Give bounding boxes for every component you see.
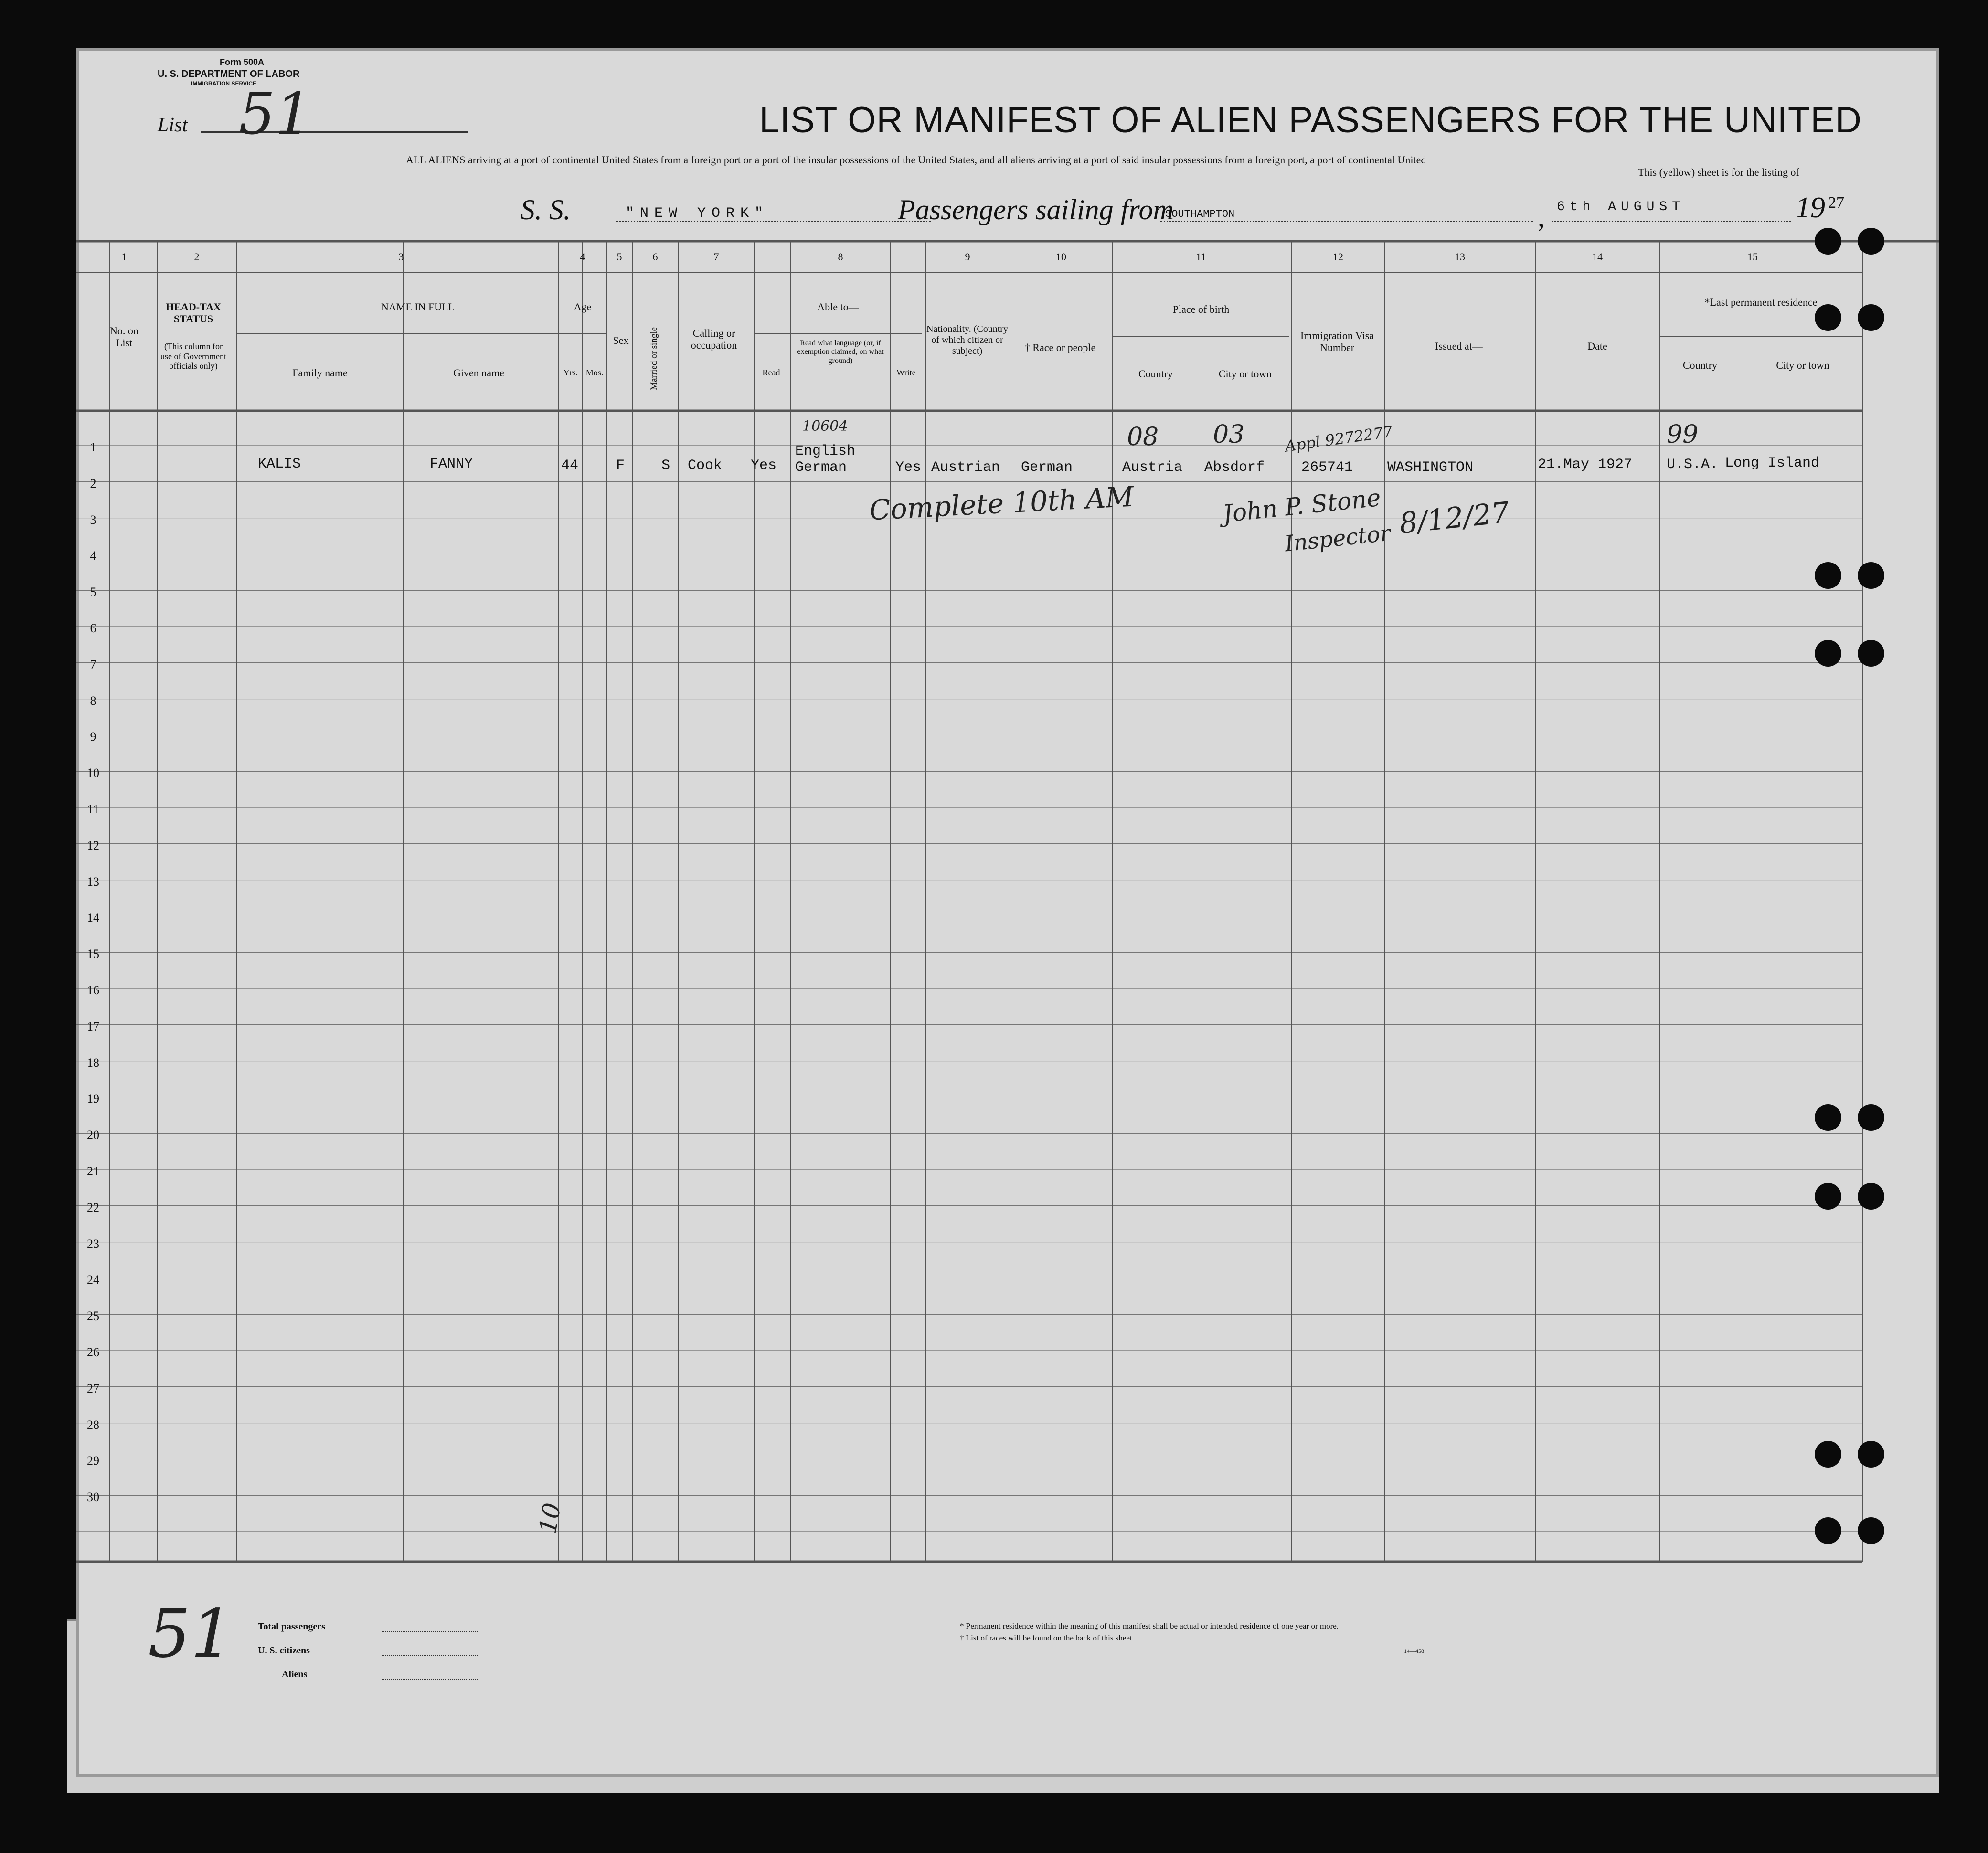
header-able-to: Able to— xyxy=(817,301,859,313)
punch-hole xyxy=(1815,562,1841,589)
cell-res-city: Long Island xyxy=(1725,455,1820,471)
page-title: LIST OR MANIFEST OF ALIEN PASSENGERS FOR THE UNITED xyxy=(759,100,1862,140)
row-number: 22 xyxy=(87,1200,99,1214)
header-place-of-birth: Place of birth xyxy=(1172,303,1230,315)
column-number: 12 xyxy=(1333,251,1343,263)
punch-hole xyxy=(1858,1441,1884,1468)
row-number: 26 xyxy=(87,1345,99,1359)
header-res-city: City or town xyxy=(1776,359,1829,371)
cell-res-country: U.S.A. xyxy=(1667,457,1719,473)
header-write: Write xyxy=(896,368,916,377)
footer-print-code: 14—458 xyxy=(1404,1648,1424,1654)
header-read: Read xyxy=(762,368,780,377)
inspector-label: Inspector xyxy=(1283,520,1392,557)
comma: , xyxy=(1538,201,1545,233)
handwritten-note-10604: 10604 xyxy=(802,418,848,435)
column-number: 7 xyxy=(713,251,719,263)
cell-visa-number: 265741 xyxy=(1301,459,1353,476)
row-number: 12 xyxy=(87,838,99,852)
punch-hole xyxy=(1815,1104,1841,1131)
footer-total-line xyxy=(382,1631,478,1632)
punch-hole xyxy=(1858,562,1884,589)
column-number: 5 xyxy=(617,251,622,263)
row-number: 29 xyxy=(87,1454,99,1468)
handwritten-appl-note: Appl 9272277 xyxy=(1284,422,1394,456)
header-read-language: Read what language (or, if exemption claimed, on what ground) xyxy=(797,339,884,365)
handwritten-complete-note: Complete 10th AM xyxy=(868,480,1135,527)
handwritten-bottom-number: 51 xyxy=(148,1595,234,1673)
cell-family-name: KALIS xyxy=(258,456,301,472)
row-number: 30 xyxy=(87,1490,99,1504)
footer-us-citizens: U. S. citizens xyxy=(258,1645,310,1656)
cell-issued-at: WASHINGTON xyxy=(1387,459,1474,476)
header-visa-number: Immigration Visa Number xyxy=(1300,330,1374,354)
handwritten-side-mark: 10 xyxy=(533,1501,566,1536)
handwritten-code-03: 03 xyxy=(1213,420,1245,449)
form-number: Form 500A xyxy=(220,57,265,67)
cell-occupation: Cook xyxy=(688,458,723,474)
service-label: IMMIGRATION SERVICE xyxy=(191,80,256,87)
column-number: 9 xyxy=(965,251,970,263)
ss-label: S. S. xyxy=(521,194,571,225)
title-subline-1: ALL ALIENS arriving at a port of continental United States from a foreign port or a port of the insular possessions of the United States, and all aliens arriving at a port of said insular possessions from a foreign port, a port of continental United xyxy=(406,154,1426,166)
punch-hole xyxy=(1858,1104,1884,1131)
cell-language-2: German xyxy=(795,459,847,476)
column-number: 4 xyxy=(580,251,585,263)
row-number: 7 xyxy=(90,657,96,671)
column-number: 11 xyxy=(1196,251,1206,263)
cell-nationality: Austrian xyxy=(931,459,1000,476)
header-yrs: Yrs. xyxy=(563,368,578,377)
row-number: 2 xyxy=(90,476,96,490)
row-number: 20 xyxy=(87,1128,99,1142)
inspector-signature: John P. Stone xyxy=(1221,483,1382,528)
punch-hole xyxy=(1815,640,1841,667)
header-issued-at: Issued at— xyxy=(1435,340,1483,352)
header-name-in-full: NAME IN FULL xyxy=(381,301,455,313)
punch-hole xyxy=(1815,304,1841,331)
handwritten-code-08: 08 xyxy=(1127,423,1159,451)
row-number: 24 xyxy=(87,1273,99,1287)
row-number: 23 xyxy=(87,1236,99,1251)
column-number: 8 xyxy=(838,251,843,263)
header-nationality: Nationality. (Country of which citizen or subject) xyxy=(926,324,1008,356)
header-birth-city: City or town xyxy=(1218,368,1272,380)
footer-total-passengers: Total passengers xyxy=(258,1621,325,1632)
row-number: 13 xyxy=(87,874,99,889)
punch-hole xyxy=(1858,304,1884,331)
header-last-residence: *Last permanent residence xyxy=(1704,296,1818,308)
cell-race: German xyxy=(1021,459,1073,476)
sailing-date: 6th AUGUST xyxy=(1557,200,1685,214)
row-number: 21 xyxy=(87,1164,99,1178)
header-head-tax: HEAD-TAX STATUS xyxy=(166,301,221,325)
footer-aliens-line xyxy=(382,1679,478,1680)
header-family-name: Family name xyxy=(292,367,348,379)
handwritten-code-99: 99 xyxy=(1667,420,1699,449)
punch-hole xyxy=(1815,1517,1841,1544)
row-number: 17 xyxy=(87,1019,99,1033)
row-number: 4 xyxy=(90,549,96,563)
cell-sex: F xyxy=(616,458,625,474)
header-calling: Calling or occupation xyxy=(691,327,737,351)
header-married: Married or single xyxy=(649,327,659,390)
footer-note-2: † List of races will be found on the back of this sheet. xyxy=(960,1633,1134,1642)
header-birth-country: Country xyxy=(1138,368,1173,380)
cell-marital: S xyxy=(661,458,670,474)
column-number: 6 xyxy=(652,251,658,263)
column-number: 14 xyxy=(1592,251,1603,263)
header-date: Date xyxy=(1587,340,1607,352)
punch-hole xyxy=(1815,1183,1841,1210)
cell-birth-country: Austria xyxy=(1122,459,1183,476)
title-subline-2: This (yellow) sheet is for the listing of xyxy=(1638,166,1799,178)
footer-citizens-line xyxy=(382,1655,478,1656)
footer-aliens: Aliens xyxy=(282,1669,308,1680)
row-number: 15 xyxy=(87,947,99,961)
row-number: 3 xyxy=(90,512,96,527)
column-number: 15 xyxy=(1747,251,1758,263)
row-number: 19 xyxy=(87,1092,99,1106)
header-no-on-list: No. on List xyxy=(110,325,138,349)
column-number: 3 xyxy=(398,251,404,263)
row-number: 9 xyxy=(90,730,96,744)
row-number: 1 xyxy=(90,440,96,454)
column-number: 13 xyxy=(1455,251,1465,263)
column-number: 1 xyxy=(121,251,127,263)
column-number: 10 xyxy=(1056,251,1066,263)
year-suffix: 27 xyxy=(1828,194,1844,212)
row-number: 5 xyxy=(90,585,96,599)
row-number: 28 xyxy=(87,1417,99,1432)
cell-language-1: English xyxy=(795,443,856,459)
header-mos: Mos. xyxy=(585,368,604,377)
punch-hole xyxy=(1815,228,1841,255)
punch-hole xyxy=(1858,228,1884,255)
cell-write: Yes xyxy=(895,459,922,476)
header-race: † Race or people xyxy=(1024,341,1096,353)
header-head-tax-note: (This column for use of Government officials only) xyxy=(160,341,226,371)
sailing-label: Passengers sailing from xyxy=(898,194,1174,225)
row-number: 8 xyxy=(90,693,96,708)
cell-issue-date: 21.May 1927 xyxy=(1538,457,1633,473)
cell-read: Yes xyxy=(751,458,777,474)
row-number: 25 xyxy=(87,1309,99,1323)
department-label: U. S. DEPARTMENT OF LABOR xyxy=(158,69,300,79)
footer-note-1: * Permanent residence within the meaning of this manifest shall be actual or intended residence of one year or more. xyxy=(960,1621,1339,1630)
manifest-sheet xyxy=(76,48,1939,1777)
punch-hole xyxy=(1858,1183,1884,1210)
column-number: 2 xyxy=(194,251,200,263)
row-number: 14 xyxy=(87,911,99,925)
cell-age-yrs: 44 xyxy=(561,458,579,474)
punch-hole xyxy=(1815,1441,1841,1468)
list-label: List xyxy=(158,114,188,136)
cell-given-name: FANNY xyxy=(430,456,473,472)
ship-name: "NEW YORK" xyxy=(626,205,769,222)
header-given-name: Given name xyxy=(453,367,504,379)
port-name: SOUTHAMPTON xyxy=(1165,208,1235,220)
row-number: 16 xyxy=(87,983,99,997)
header-sex: Sex xyxy=(613,334,629,346)
header-res-country: Country xyxy=(1682,359,1718,371)
handwritten-date-note: 8/12/27 xyxy=(1397,496,1511,541)
row-number: 10 xyxy=(87,766,99,780)
year-prefix: 19 xyxy=(1796,192,1825,224)
row-number: 6 xyxy=(90,621,96,635)
row-number: 18 xyxy=(87,1055,99,1070)
cell-birth-city: Absdorf xyxy=(1204,459,1265,476)
list-number: 51 xyxy=(239,81,312,148)
punch-hole xyxy=(1858,1517,1884,1544)
punch-hole xyxy=(1858,640,1884,667)
row-number: 11 xyxy=(87,802,99,816)
header-age: Age xyxy=(574,301,592,313)
row-number: 27 xyxy=(87,1381,99,1395)
